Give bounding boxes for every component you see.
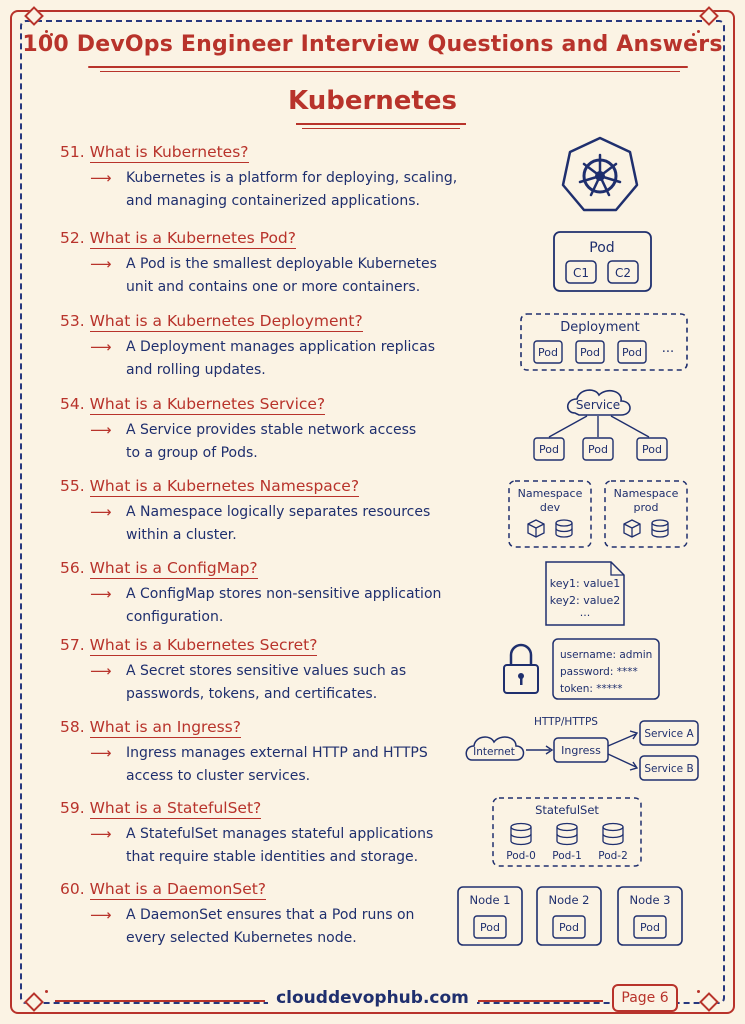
question-number: 56. xyxy=(60,559,85,577)
title-underline xyxy=(88,66,688,68)
arrow-right-icon: ⟶ xyxy=(90,906,112,924)
daemonset-diagram xyxy=(457,885,697,949)
question-text: What is a Kubernetes Pod? xyxy=(89,229,296,247)
answer-line: access to cluster services. xyxy=(126,768,311,784)
answer-line: Ingress manages external HTTP and HTTPS xyxy=(126,745,428,761)
database-icon xyxy=(556,520,572,537)
answer-line: A ConfigMap stores non-sensitive application xyxy=(126,586,442,602)
secret-line: username: admin xyxy=(560,649,653,661)
container-label: C2 xyxy=(614,266,632,280)
page-title: 100 DevOps Engineer Interview Questions and Answers xyxy=(22,32,723,57)
protocol-label: HTTP/HTTPS xyxy=(534,716,598,728)
arrow-right-icon: ⟶ xyxy=(90,255,112,273)
pod-diagram xyxy=(553,231,653,293)
question-text: What is a Kubernetes Namespace? xyxy=(89,477,360,495)
question-54 xyxy=(60,395,490,465)
answer-line: and rolling updates. xyxy=(126,362,266,378)
pod-label: Pod xyxy=(559,921,579,934)
answer-line: and managing containerized applications. xyxy=(126,193,420,209)
pod-label: Pod xyxy=(640,921,660,934)
pod-title: Pod xyxy=(589,240,615,256)
answer-line: unit and contains one or more containers. xyxy=(126,279,421,295)
question-number: 53. xyxy=(60,312,85,330)
config-line: key1: value1 xyxy=(549,577,621,590)
service-a-label: Service A xyxy=(644,728,694,740)
namespace-dev: dev xyxy=(539,501,561,514)
subtitle-underline xyxy=(296,123,466,125)
question-52 xyxy=(60,229,490,299)
namespace-diagram xyxy=(508,480,690,550)
arrow-right-icon: ⟶ xyxy=(90,421,112,439)
pod-label: Pod xyxy=(539,443,559,456)
namespace-title: Namespace xyxy=(613,487,679,500)
pod-label: Pod xyxy=(588,443,608,456)
answer-line: A Secret stores sensitive values such as xyxy=(126,663,407,679)
question-55 xyxy=(60,477,490,547)
pod-label: Pod xyxy=(480,921,500,934)
ingress-label: Ingress xyxy=(561,744,601,757)
answer-line: to a group of Pods. xyxy=(126,445,258,461)
answer-line: within a cluster. xyxy=(126,527,237,543)
question-text: What is a DaemonSet? xyxy=(89,880,267,898)
answer-line: configuration. xyxy=(126,609,224,625)
answer-line: A Deployment manages application replicas xyxy=(126,339,435,355)
question-text: What is Kubernetes? xyxy=(89,143,249,161)
service-diagram xyxy=(525,385,685,465)
answer-line: A StatefulSet manages stateful applications xyxy=(126,826,434,842)
page-subtitle: Kubernetes xyxy=(288,86,457,116)
question-number: 52. xyxy=(60,229,85,247)
question-60 xyxy=(60,880,490,950)
pod-label: Pod xyxy=(580,346,600,359)
pod-label: Pod-1 xyxy=(552,850,582,862)
question-number: 59. xyxy=(60,799,85,817)
arrow-right-icon: ⟶ xyxy=(90,585,112,603)
database-icon xyxy=(652,520,668,537)
website-link[interactable]: clouddevophub.com xyxy=(268,988,477,1008)
arrow-right-icon: ⟶ xyxy=(90,503,112,521)
internet-label: Internet xyxy=(473,746,515,758)
answer-line: Kubernetes is a platform for deploying, scaling, xyxy=(126,170,458,186)
question-text: What is an Ingress? xyxy=(89,718,241,736)
pod-label: Pod-2 xyxy=(598,850,628,862)
deployment-title: Deployment xyxy=(560,320,640,335)
database-icon xyxy=(511,824,531,845)
namespace-title: Namespace xyxy=(517,487,583,500)
answer-line: A Namespace logically separates resources xyxy=(126,504,431,520)
namespace-prod: prod xyxy=(633,501,659,514)
arrow-right-icon: ⟶ xyxy=(90,744,112,762)
pod-label: Pod-0 xyxy=(506,850,536,862)
subtitle-underline xyxy=(302,128,460,129)
node-label: Node 1 xyxy=(469,893,511,907)
title-underline xyxy=(100,71,680,72)
cube-icon xyxy=(528,520,544,537)
question-text: What is a Kubernetes Secret? xyxy=(89,636,318,654)
question-text: What is a Kubernetes Deployment? xyxy=(89,312,363,330)
database-icon xyxy=(603,824,623,845)
config-line: key2: value2 xyxy=(549,594,621,607)
secret-diagram xyxy=(500,637,662,703)
question-57 xyxy=(60,636,490,706)
pod-label: Pod xyxy=(538,346,558,359)
answer-line: that require stable identities and storage. xyxy=(126,849,419,865)
question-number: 51. xyxy=(60,143,85,161)
database-icon xyxy=(557,824,577,845)
node-label: Node 2 xyxy=(548,893,590,907)
question-53 xyxy=(60,312,490,382)
statefulset-title: StatefulSet xyxy=(535,803,599,817)
service-b-label: Service B xyxy=(644,763,694,775)
arrow-right-icon: ⟶ xyxy=(90,338,112,356)
question-number: 60. xyxy=(60,880,85,898)
question-58 xyxy=(60,718,490,788)
answer-line: A Service provides stable network access xyxy=(126,422,417,438)
question-number: 57. xyxy=(60,636,85,654)
page-number-badge: Page 6 xyxy=(612,984,678,1012)
configmap-diagram xyxy=(545,561,627,627)
question-51 xyxy=(60,143,490,213)
arrow-right-icon: ⟶ xyxy=(90,825,112,843)
more-ellipsis: ··· xyxy=(579,609,591,622)
pod-label: Pod xyxy=(642,443,662,456)
answer-line: A DaemonSet ensures that a Pod runs on xyxy=(126,907,415,923)
answer-line: passwords, tokens, and certificates. xyxy=(126,686,378,702)
statefulset-diagram xyxy=(492,797,644,869)
deployment-diagram xyxy=(520,313,690,373)
arrow-right-icon: ⟶ xyxy=(90,169,112,187)
question-text: What is a Kubernetes Service? xyxy=(89,395,326,413)
container-label: C1 xyxy=(572,266,590,280)
lock-icon xyxy=(504,645,538,693)
cube-icon xyxy=(624,520,640,537)
service-title: Service xyxy=(575,398,621,412)
more-ellipsis: ··· xyxy=(661,345,675,360)
node-label: Node 3 xyxy=(629,893,671,907)
question-number: 58. xyxy=(60,718,85,736)
question-text: What is a ConfigMap? xyxy=(89,559,258,577)
question-number: 54. xyxy=(60,395,85,413)
ingress-diagram xyxy=(462,712,702,784)
arrow-right-icon: ⟶ xyxy=(90,662,112,680)
question-59 xyxy=(60,799,490,869)
secret-line: token: ***** xyxy=(560,683,623,695)
kubernetes-logo-icon xyxy=(560,135,640,213)
question-text: What is a StatefulSet? xyxy=(89,799,262,817)
answer-line: every selected Kubernetes node. xyxy=(126,930,357,946)
pod-label: Pod xyxy=(622,346,642,359)
question-number: 55. xyxy=(60,477,85,495)
secret-line: password: **** xyxy=(560,666,638,678)
answer-line: A Pod is the smallest deployable Kubernetes xyxy=(126,256,437,272)
question-56 xyxy=(60,559,490,629)
